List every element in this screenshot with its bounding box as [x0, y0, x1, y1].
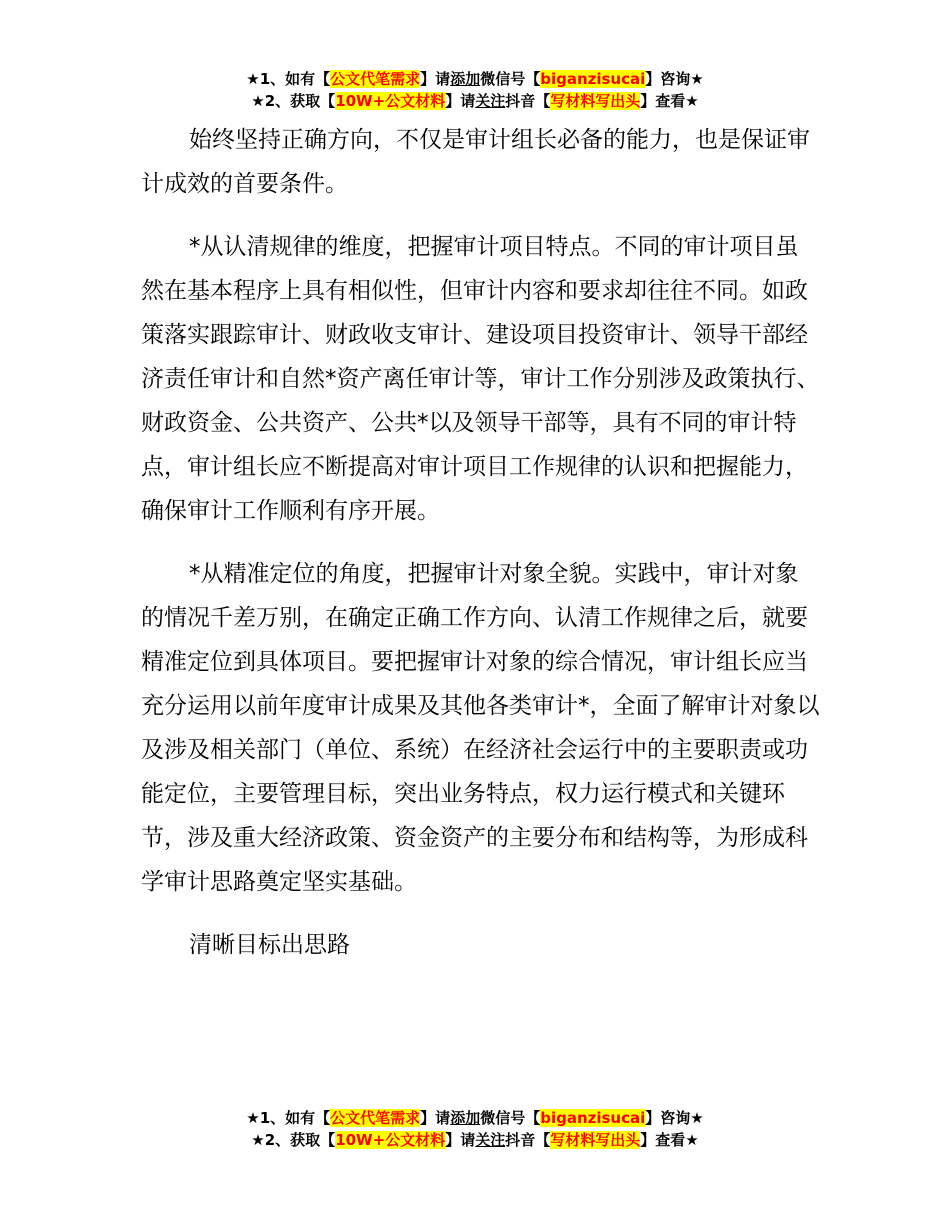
footer-banner [0, 1107, 950, 1151]
section-heading: 清晰目标出思路 [189, 932, 350, 958]
paragraph: *从认清规律的维度，把握审计项目特点。不同的审计项目虽然在基本程序上具有相似性，但审计内容和要求却往往不同。如政策落实跟踪审计、财政收支审计、建设项目投资审计、领导干部经济责任审计和自然*资产离任审计等，审计工作分别涉及政策执行、财政资金、公共资产、公共*以及领导干部等，具有不同的审计特点，审计组长应不断提高对审计项目工作规律的认识和把握能力，确保审计工作顺利有序开展。 [141, 234, 820, 524]
header-banner [0, 68, 950, 112]
douyin-account-highlight: 写材料写出头 [550, 92, 641, 110]
service-highlight: 公文代笔需求 [330, 1109, 421, 1127]
banner-line-1: ★1、如有【公文代笔需求】请添加微信号【biganzisucai】咨询★ [246, 1109, 704, 1127]
banner-line-2: ★2、获取【10W+公文材料】请关注抖音【写材料写出头】查看★ [251, 1131, 699, 1149]
banner-line-1: ★1、如有【公文代笔需求】请添加微信号【biganzisucai】咨询★ [246, 70, 704, 88]
service-highlight: 公文代笔需求 [330, 70, 421, 88]
paragraph: 始终坚持正确方向，不仅是审计组长必备的能力，也是保证审计成效的首要条件。 [141, 127, 810, 197]
wechat-id-highlight: biganzisucai [540, 1109, 646, 1127]
paragraph: *从精准定位的角度，把握审计对象全貌。实践中，审计对象的情况千差万别，在确定正确工作方向、认清工作规律之后，就要精准定位到具体项目。要把握审计对象的综合情况，审计组长应当充分运用以前年度审计成果及其他各类审计*，全面了解审计对象以及涉及相关部门（单位、系统）在经济社会运行中的主要职责或功能定位，主要管理目标，突出业务特点，权力运行模式和关键环节，涉及重大经济政策、资金资产的主要分布和结构等，为形成科学审计思路奠定坚实基础。 [141, 561, 820, 895]
materials-highlight: 10W+公文材料 [335, 1131, 446, 1149]
wechat-id-highlight: biganzisucai [540, 70, 646, 88]
document-body [141, 118, 821, 986]
douyin-account-highlight: 写材料写出头 [550, 1131, 641, 1149]
banner-line-2: ★2、获取【10W+公文材料】请关注抖音【写材料写出头】查看★ [251, 92, 699, 110]
materials-highlight: 10W+公文材料 [335, 92, 446, 110]
